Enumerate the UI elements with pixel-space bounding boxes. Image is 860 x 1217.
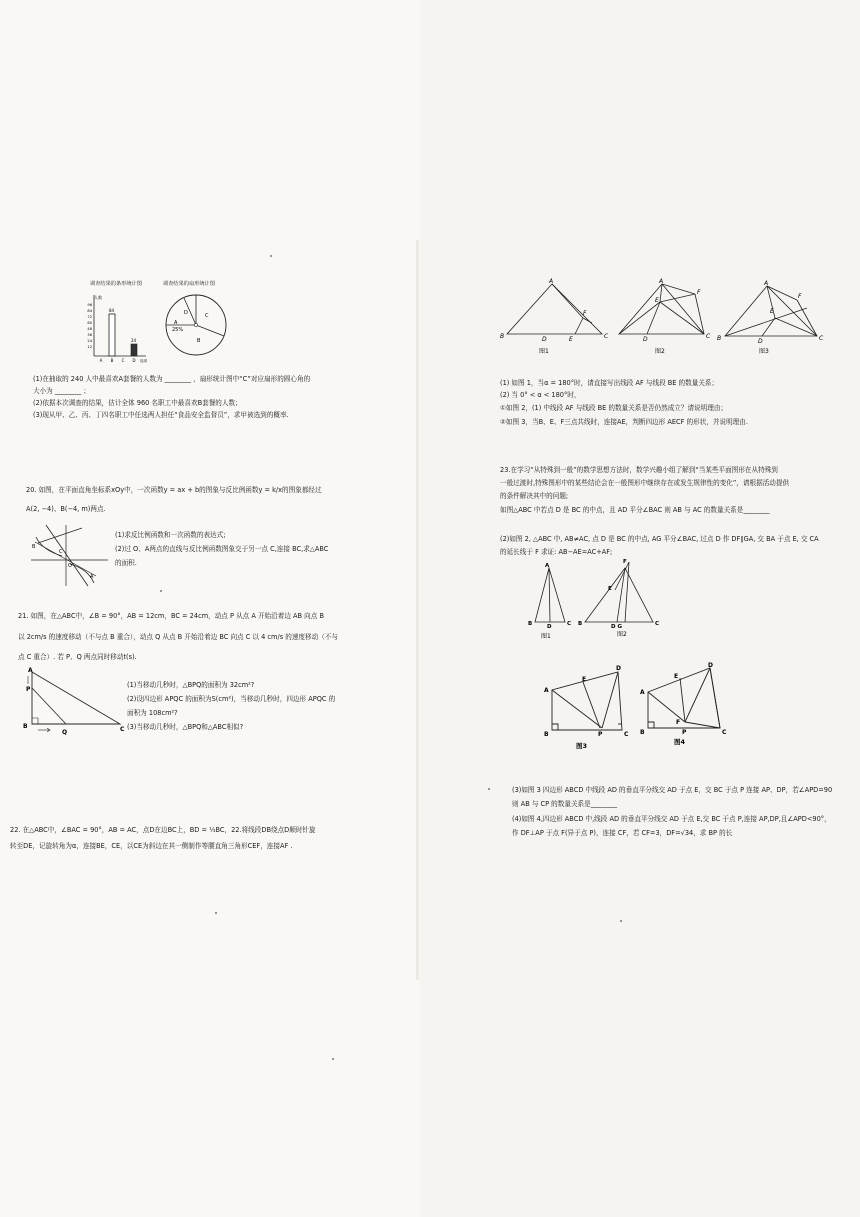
fig2-label-f: F: [697, 289, 701, 296]
q23-fig4-b: B: [640, 729, 645, 736]
scan-speck: [488, 788, 490, 790]
fig2-label-d: D: [643, 336, 648, 343]
q23-line8: 则 AB 与 CP 的数量关系是________: [512, 800, 618, 808]
q20-sub1: (1)求反比例函数和一次函数的表达式;: [115, 531, 226, 539]
bar-tick-24: 24: [87, 339, 92, 343]
q20-sub3: 的面积.: [115, 559, 137, 567]
q22cont-line2: (2) 当 0° < α < 180°时，: [500, 391, 581, 399]
q22cont-line3: ①如图 2，(1) 中线段 AF 与线段 BE 的数量关系是否仍然成立？请说明理由；: [500, 404, 728, 412]
fig1-label-a: A: [549, 278, 554, 285]
fig1-label-c: C: [604, 333, 609, 340]
q23-figures-3-4: [540, 662, 730, 752]
q22cont-line1: (1) 如图 1，当α = 180°时，请直接写出线段 AF 与线段 BE 的数量关系；: [500, 379, 719, 387]
fig1-label-b: B: [500, 333, 505, 340]
q23-fig2-dg: D G: [611, 624, 622, 630]
q22-fig2: [619, 284, 704, 334]
q23-fig3-b: B: [544, 731, 549, 738]
q23-fig2-caption: 图2: [617, 631, 627, 638]
fig3-label-e: E: [770, 308, 774, 315]
q23-fig4-c: C: [722, 729, 727, 736]
q20-label-c: C: [59, 549, 63, 555]
q23-fig3-d: D: [616, 665, 621, 672]
pie-label-b: B: [197, 338, 201, 344]
q23-line1: 23.在学习“从特殊到一般”的数学思想方法时，数学兴趣小组了解到“当某些平面图形在从特殊到: [500, 466, 778, 474]
q23-fig2-c: C: [655, 621, 660, 627]
q23-line3: 的条件解决其中的问题;: [500, 492, 569, 500]
fig1-caption: 图1: [539, 348, 549, 355]
q23-fig4-d: D: [708, 662, 713, 669]
q23-line7: (3)如图 3 四边形 ABCD 中线段 AD 的垂直平分线交 AD 于点 E，交 BC 于点 P 连接 AP、DP，若∠APD=90: [512, 786, 833, 794]
bar-b: [109, 314, 115, 356]
q21-sub2: (2)设四边形 APQC 的面积为S(cm²)，当移动几秒时，四边形 APQC 的: [127, 695, 336, 703]
scan-speck: [332, 1058, 334, 1060]
q21-label-b: B: [23, 723, 28, 730]
q22-line2: 转至DE，记旋转角为α，连接BE，CE，以CE为斜边在其一侧制作等腰直角三角形CEF，连接AF .: [10, 842, 293, 850]
q22-line1: 22. 在△ABC中，∠BAC = 90°，AB = AC，点D在边BC上，BD = ⅓BC，22.将线段DB绕点D顺时针旋: [10, 826, 316, 834]
q23-fig4-e: E: [674, 673, 679, 680]
q23-fig3-e: E: [582, 676, 587, 683]
q19-line1: (1)在抽取的 240 人中最喜欢A套餐的人数为 ________ ，扇形统计图中“C”对应扇形的圆心角的: [33, 375, 311, 383]
q23-fig2-e: E: [608, 586, 612, 592]
q22-figures: [497, 278, 827, 358]
q23-fig1-b: B: [528, 621, 533, 627]
q23-fig3-a: A: [544, 687, 549, 694]
bar-chart-title: 调查结果的条形统计图: [90, 281, 142, 287]
fig2-caption: 图2: [655, 348, 665, 355]
pie-label-d: D: [184, 310, 188, 316]
q19-line4: (3)现从甲、乙、丙、丁四名职工中任选两人担任“食品安全监督员”，求甲被选到的概率.: [33, 411, 289, 419]
q21-label-a: A: [28, 667, 33, 674]
bar-d: [131, 344, 137, 356]
pie-label-a: A: [174, 320, 178, 326]
q23-fig4-caption: 图4: [674, 738, 686, 746]
q23-fig3-c: C: [624, 731, 629, 738]
q21-label-p: P: [26, 686, 31, 693]
q23-fig4-f: F: [676, 719, 681, 726]
q23-fig3-caption: 图3: [576, 742, 588, 750]
scan-speck: [620, 920, 622, 922]
fig3-caption: 图3: [759, 348, 769, 355]
q22-fig1: [507, 284, 602, 334]
bar-tick-48: 48: [87, 327, 92, 331]
bar-unit-label: 人数: [94, 295, 102, 300]
left-page: [0, 0, 420, 1217]
bar-cat-b: B: [110, 358, 114, 363]
bar-axis-label: 选项: [140, 359, 148, 363]
bar-cat-a: A: [99, 358, 103, 363]
q19-line3: (2)依据本次调查的结果，估计全体 960 名职工中最喜欢B套餐的人数；: [33, 399, 242, 407]
bar-tick-72: 72: [87, 315, 92, 319]
q21-line2: 以 2cm/s 的速度移动（不与点 B 重合），动点 Q 从点 B 开始沿着边 BC 向点 C 以 4 cm/s 的速度移动（不与: [18, 633, 338, 641]
bar-tick-12: 12: [87, 345, 92, 349]
q20-label-b: B: [32, 544, 36, 550]
bar-tick-60: 60: [87, 321, 92, 325]
q20-line1: 20. 如图，在平面直角坐标系xOy中，一次函数y = ax + b的图象与反比例函数y = k/x的图象都经过: [26, 486, 322, 494]
pie-pct-a: 25%: [172, 327, 184, 333]
q21-line3: 点 C 重合）. 若 P、Q 两点同时移动t(s).: [18, 653, 137, 661]
bar-cat-d: D: [132, 358, 136, 363]
q23-line2: 一般过渡时,特殊图形中的某些结论会在一般图形中继续存在或发生规律性的变化”，请根据活动提供: [500, 479, 790, 487]
q21-sub1: (1)当移动几秒时，△BPQ的面积为 32cm²?: [127, 681, 255, 689]
fig3-label-c: C: [819, 335, 824, 342]
fig1-label-d: D: [542, 336, 547, 343]
fig3-label-b: B: [717, 335, 722, 342]
page-gutter: [416, 240, 419, 980]
q23-fig3-p: P: [598, 731, 603, 738]
bar-chart: [84, 290, 154, 365]
scan-speck: [215, 912, 217, 914]
q23-fig1-d: D: [547, 624, 552, 630]
scan-speck: [160, 590, 162, 592]
q23-line5: (2)如图 2, △ABC 中, AB≠AC, 点 D 是 BC 的中点, AG 平分∠BAC, 过点 D 作 DF∥GA, 交 BA 于点 E, 交 CA: [500, 535, 819, 543]
bar-b-value: 84: [109, 308, 115, 313]
q23-line6: 的延长线于 F 求证: AB−AE=AC+AF;: [500, 548, 613, 556]
q23-line10: 作 DF⊥AP 于点 F(异于点 P)，连接 CF，若 CF=3，DF=√34，求 BP 的长: [512, 829, 733, 837]
q23-fig2-f: F: [623, 559, 627, 565]
q21-line1: 21. 如图，在△ABC中，∠B = 90°，AB = 12cm，BC = 24cm，动点 P 从点 A 开始沿着边 AB 向点 B: [18, 612, 324, 620]
bar-tick-36: 36: [87, 333, 92, 337]
pie-chart-title: 调查结果的扇形统计图: [163, 281, 215, 287]
q23-fig1-c: C: [567, 621, 572, 627]
q23-figures-1-2: [525, 560, 665, 640]
q22cont-line4: ②如图 3，当B、E、F三点共线时，连接AE，判断四边形 AECF 的形状，并说明理由.: [500, 418, 748, 426]
fig3-label-d: D: [758, 338, 763, 345]
fig3-label-a: A: [764, 280, 769, 287]
q21-sub3: 面积为 108cm²?: [127, 709, 178, 717]
fig1-label-e: E: [569, 336, 573, 343]
pie-label-c: C: [205, 313, 209, 319]
q21-label-c: C: [120, 726, 125, 733]
bar-tick-84: 84: [87, 309, 92, 313]
fig2-label-c: C: [706, 333, 711, 340]
pie-chart: [163, 292, 233, 362]
q20-sub2: (2)过 O、A两点的直线与反比例函数图象交于另一点 C,连接 BC,求△ABC: [115, 545, 329, 553]
q23-fig1-caption: 图1: [541, 633, 551, 640]
q23-line4: 如图△ABC 中若点 D 是 BC 的中点，且 AD 平分∠BAC 则 AB 与 AC 的数量关系是________: [500, 506, 770, 514]
fig2-label-a: A: [659, 278, 664, 285]
q23-fig2-b: B: [578, 621, 583, 627]
bar-cat-c: C: [121, 358, 125, 363]
fig3-label-f: F: [798, 293, 802, 300]
bar-d-value: 24: [131, 338, 137, 343]
q20-line2: A(2, −4)、B(−4, m)两点.: [26, 505, 106, 513]
bar-tick-96: 96: [87, 303, 92, 307]
q23-fig4-a: A: [640, 689, 645, 696]
fig2-label-e: E: [655, 297, 659, 304]
q19-line2: 大小为 ________ ；: [33, 387, 90, 395]
q21-label-q: Q: [62, 729, 68, 736]
fig1-label-f: F: [583, 310, 587, 317]
q23-line9: (4)如图 4,四边形 ABCD 中,线段 AD 的垂直平分线交 AD 于点 E,交 BC 于点 P,连接 AP,DP,且∠APD<90°，: [512, 815, 831, 823]
q20-label-o: O: [68, 563, 72, 569]
q23-fig1-a: A: [545, 563, 550, 569]
q21-sub4: (3)当移动几秒时，△BPQ和△ABC相似?: [127, 723, 244, 731]
scan-speck: [270, 255, 272, 257]
q20-label-a: A: [90, 574, 94, 580]
q23-fig4-p: P: [682, 729, 687, 736]
q20-figure: [26, 523, 111, 588]
